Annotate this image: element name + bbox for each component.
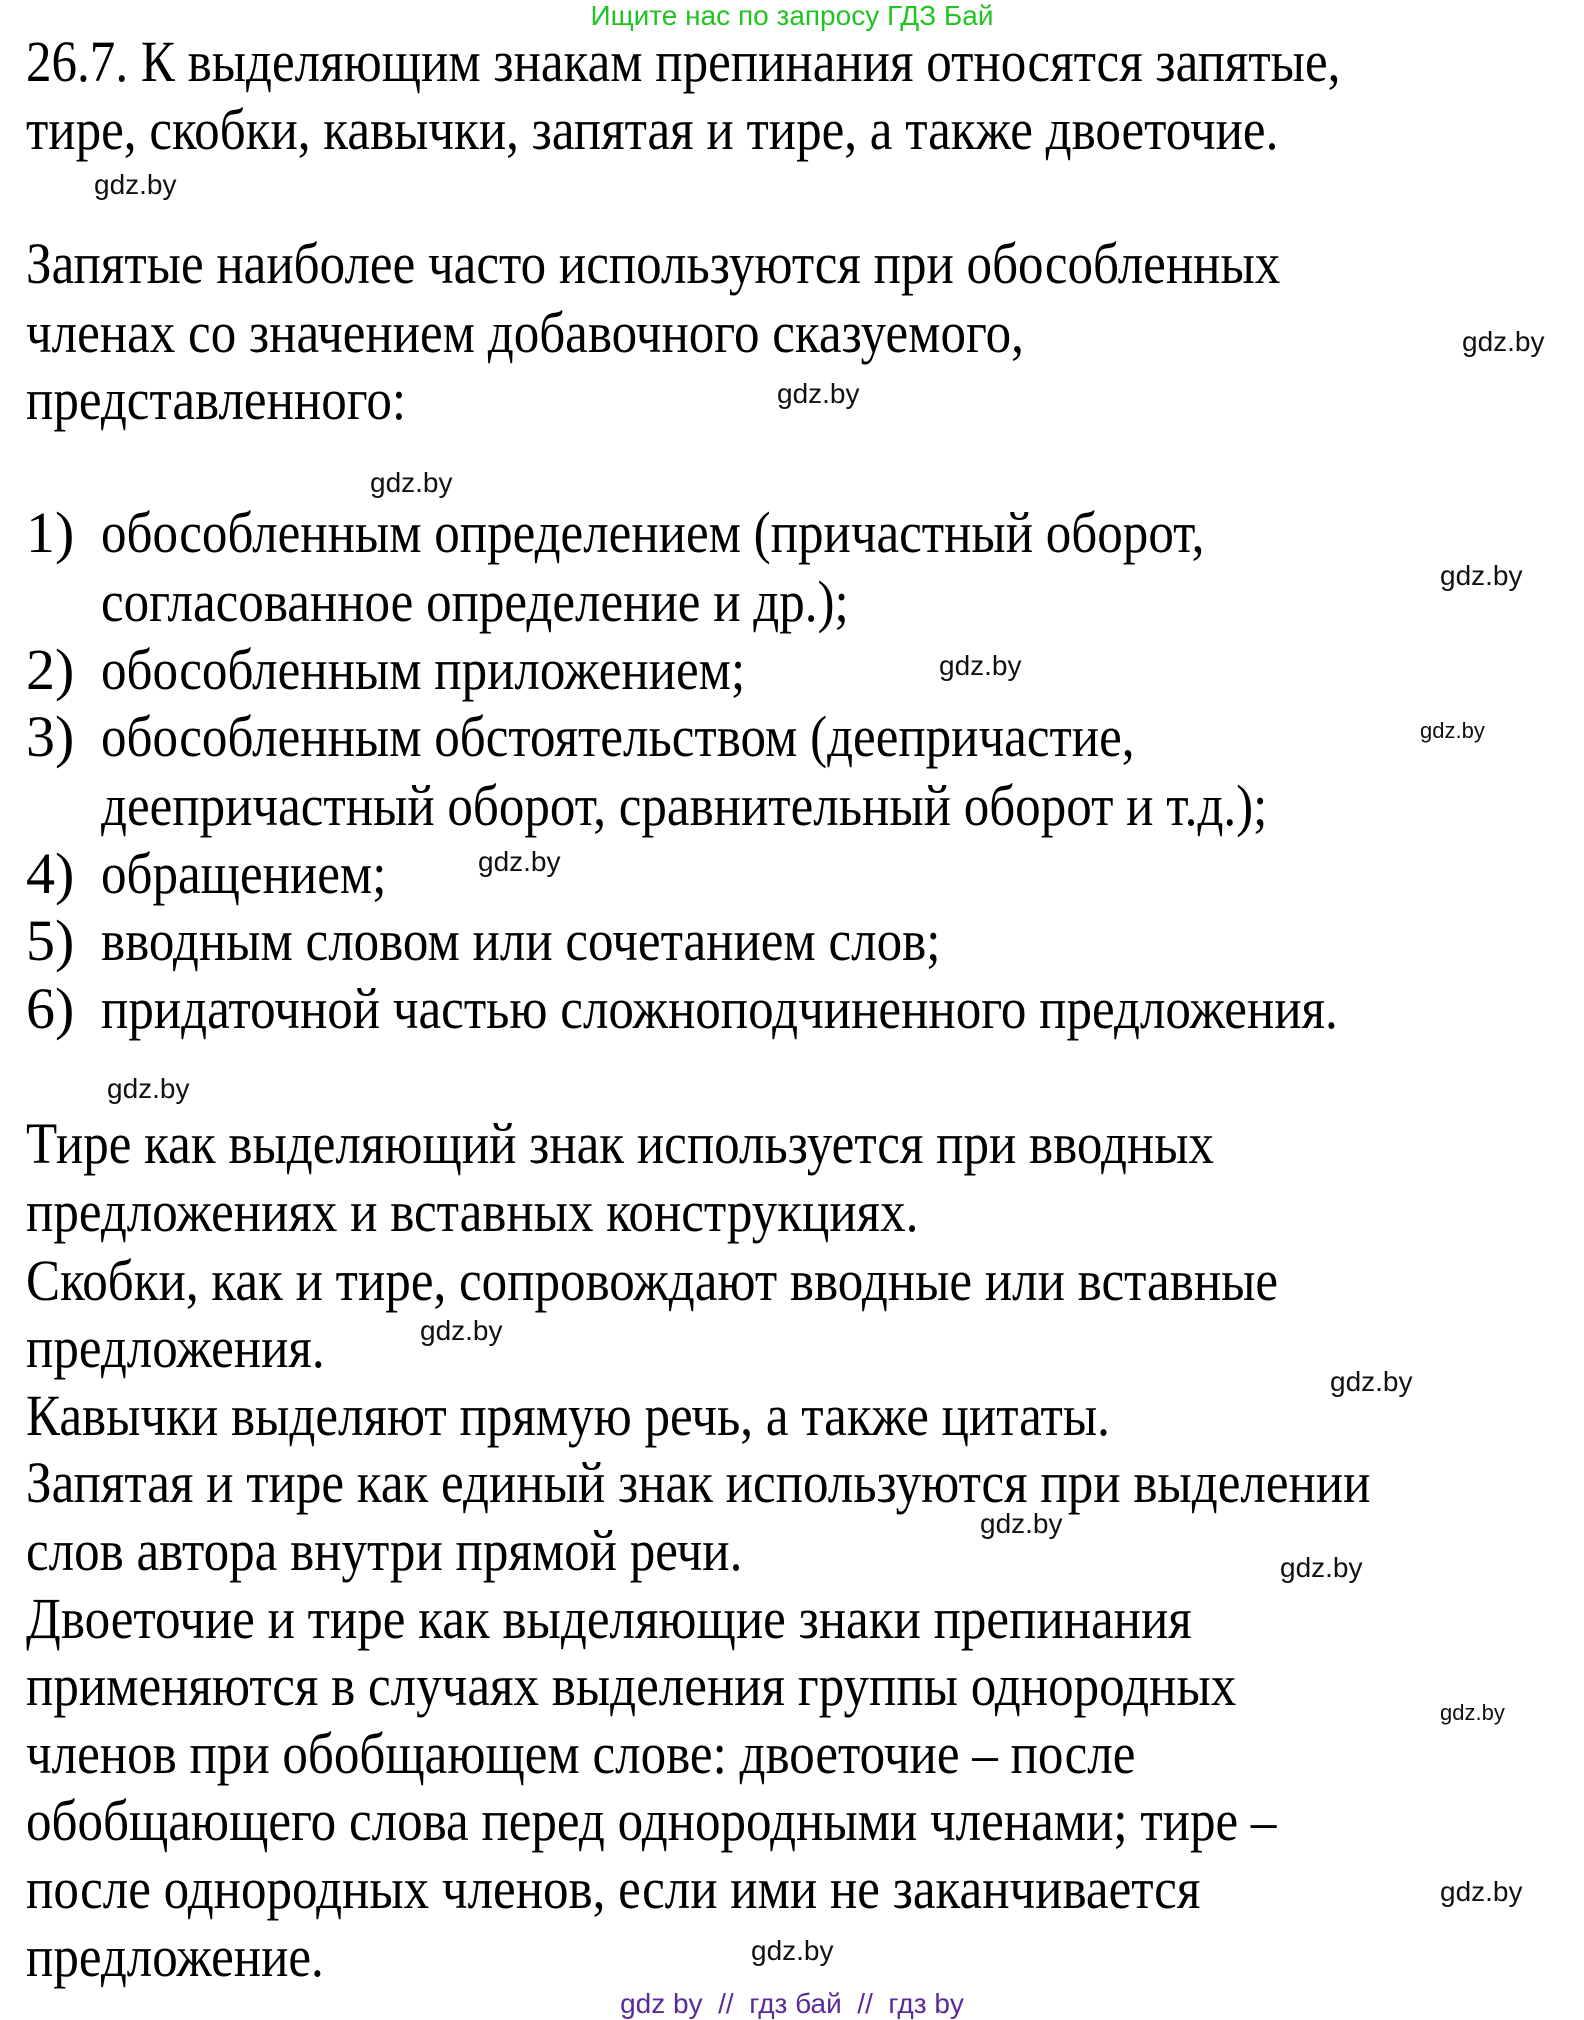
- paragraph-line: Запятая и тире как единый знак используются при выделении: [26, 1450, 1371, 1515]
- paragraph-line: предложения.: [26, 1315, 325, 1380]
- paragraph-line: после однородных членов, если ими не заканчивается: [26, 1856, 1201, 1921]
- watermark: gdz.by: [1440, 1876, 1523, 1907]
- paragraph-line: Запятые наиболее часто используются при обособленных: [26, 231, 1281, 296]
- watermark: gdz.by: [420, 1315, 503, 1346]
- watermark: gdz.by: [939, 650, 1022, 681]
- paragraph-line: членов при обобщающем слове: двоеточие – после: [26, 1721, 1136, 1786]
- watermark: gdz.by: [1462, 326, 1545, 357]
- watermark: gdz.by: [1420, 718, 1485, 743]
- watermark: gdz.by: [1280, 1552, 1363, 1583]
- watermark: gdz.by: [980, 1508, 1063, 1539]
- list-number: 1): [26, 500, 75, 565]
- watermark: gdz.by: [777, 378, 860, 409]
- list-text: обращением;: [101, 841, 387, 906]
- watermark: gdz.by: [370, 467, 453, 498]
- list-text: обособленным определением (причастный оборот,: [101, 500, 1205, 565]
- list-text: согласованное определение и др.);: [101, 569, 849, 634]
- header-banner: Ищите нас по запросу ГДЗ Бай: [590, 0, 994, 31]
- list-text: деепричастный оборот, сравнительный оборот и т.д.);: [101, 773, 1268, 838]
- list-number: 4): [26, 841, 75, 906]
- list-text: вводным словом или сочетанием слов;: [101, 908, 941, 973]
- list-number: 6): [26, 976, 75, 1041]
- watermark: gdz.by: [107, 1073, 190, 1104]
- list-text: обособленным приложением;: [101, 637, 746, 702]
- list-number: 3): [26, 704, 75, 769]
- paragraph-line: применяются в случаях выделения группы однородных: [26, 1653, 1237, 1718]
- paragraph-line: членах со значением добавочного сказуемого,: [26, 300, 1024, 365]
- intro-line: тире, скобки, кавычки, запятая и тире, а также двоеточие.: [26, 97, 1279, 162]
- paragraph-line: обобщающего слова перед однородными членами; тире –: [26, 1788, 1277, 1853]
- paragraph-line: Кавычки выделяют прямую речь, а также цитаты.: [26, 1383, 1110, 1448]
- paragraph-line: представленного:: [26, 367, 407, 432]
- watermark: gdz.by: [1330, 1366, 1413, 1397]
- list-text: обособленным обстоятельством (деепричастие,: [101, 704, 1135, 769]
- paragraph-line: предложение.: [26, 1924, 324, 1989]
- list-text: придаточной частью сложноподчиненного предложения.: [101, 976, 1338, 1041]
- watermark: gdz.by: [1440, 1700, 1505, 1725]
- list-number: 5): [26, 908, 75, 973]
- footer-links: gdz by // гдз бай // гдз by: [620, 1988, 964, 2019]
- watermark: gdz.by: [478, 846, 561, 877]
- watermark: gdz.by: [94, 169, 177, 200]
- paragraph-line: Скобки, как и тире, сопровождают вводные или вставные: [26, 1248, 1279, 1313]
- paragraph-line: Тире как выделяющий знак используется при вводных: [26, 1111, 1215, 1176]
- paragraph-line: Двоеточие и тире как выделяющие знаки препинания: [26, 1586, 1192, 1651]
- watermark: gdz.by: [1440, 560, 1523, 591]
- intro-line: 26.7. К выделяющим знакам препинания относятся запятые,: [26, 29, 1341, 94]
- list-number: 2): [26, 637, 75, 702]
- watermark: gdz.by: [751, 1935, 834, 1966]
- paragraph-line: предложениях и вставных конструкциях.: [26, 1179, 919, 1244]
- paragraph-line: слов автора внутри прямой речи.: [26, 1518, 743, 1583]
